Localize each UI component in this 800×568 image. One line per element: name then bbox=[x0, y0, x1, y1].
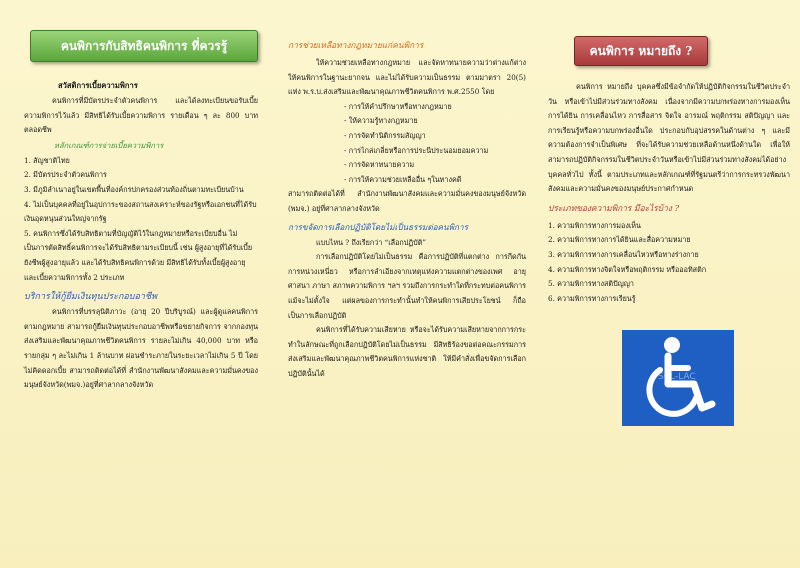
rights-banner-label: คนพิการกับสิทธิคนพิการ ที่ควรรู้ bbox=[60, 38, 228, 53]
criteria-item: 5. คนพิการซึ่งได้รับสิทธิตามที่บัญญัติไว้ในกฎหมายหรือระเบียบอื่น ไม่เป็นการตัดสิทธิ์คนพิการจะได้รับสิทธิตามระเบียบนี้ เช่น ผู้สูงอายุที่ได้รับเบี้ยยังชีพผู้สูงอายุแล้ว และได้รับสิทธิคนพิการด้วย มีสิทธิได้รับทั้งเบี้ยผู้สูงอายุและเบี้ยความพิการทั้ง 2 ประเภท bbox=[24, 228, 253, 282]
type-item: 4. ความพิการทางจิตใจหรือพฤติกรรม หรือออทิสติก bbox=[548, 264, 707, 274]
criteria-heading: หลักเกณฑ์การจ่ายเบี้ยความพิการ bbox=[54, 140, 164, 150]
type-item: 3. ความพิการทางการเคลื่อนไหวหรือทางร่างกาย bbox=[548, 249, 699, 259]
column-left bbox=[0, 0, 268, 568]
type-item: 5. ความพิการทางสติปัญญา bbox=[548, 279, 634, 289]
column-right bbox=[534, 0, 800, 568]
discrimination-question: แบบไหน ? ถึงเรียกว่า “เลือกปฏิบัติ” bbox=[316, 237, 427, 247]
type-item: 6. ความพิการทางการเรียนรู้ bbox=[548, 293, 636, 303]
type-item: 1. ความพิการทางการมองเห็น bbox=[548, 220, 641, 230]
loan-text: คนพิการที่บรรลุนิติภาวะ (อายุ 20 ปีบริบูรณ์) และผู้ดูแลคนพิการตามกฎหมาย สามารถกู้ยืมเงินทุนประกอบอาชีพหรือขยายกิจการ จากกองทุนส่งเสริมและพัฒนาคุณภาพชีวิตคนพิการ รายละไม่เกิน 40,000 บาท หรือรายกลุ่ม ๆ ละไม่เกิน 1 ล้านบาท ผ่อนชำระภายในระยะเวลาไม่เกิน 5 ปี โดยไม่คิดดอกเบี้ย สามารถติดต่อได้ที่ สำนักงานพัฒนาสังคมและความมั่นคงของมนุษย์จังหวัด(พมจ.)อยู่ที่ศาลากลางจังหวัด bbox=[24, 307, 258, 390]
discrimination-text: การเลือกปฏิบัติโดยไม่เป็นธรรม คือการปฏิบัติที่แตกต่าง การกีดกัน การหน่วงเหนี่ยว หรือการลำเอียงจากเหตุแห่งความแตกต่างของเพศ อายุ ศาสนา ภาษา สภาพความพิการ ฯลฯ รวมถึงการกระทำใดที่กระทบต่อคนพิการ แม้จะไม่ตั้งใจ แต่ผลของการกระทำนั้นทำให้คนพิการเสียประโยชน์ ก็ถือเป็นการเลือกปฏิบัติ bbox=[288, 252, 526, 320]
column-middle bbox=[268, 0, 534, 568]
watermark-text: SCL-LAC bbox=[658, 372, 696, 383]
legal-text: ให้ความช่วยเหลือทางกฎหมาย และจัดหาทนายความว่าต่างแก้ต่างให้คนพิการในฐานะยากจน และไม่ได้รับความเป็นธรรม ตามมาตรา 20(5) แห่ง พ.ร.บ.ส่งเสริมและพัฒนาคุณภาพชีวิตคนพิการ พ.ศ.2550 โดย bbox=[288, 58, 526, 97]
legal-item: - การจัดทำนิติกรรมสัญญา bbox=[344, 130, 426, 140]
types-heading: ประเภทของความพิการ มีอะไรบ้าง ? bbox=[548, 202, 680, 213]
criteria-item: 1. สัญชาติไทย bbox=[24, 155, 70, 165]
criteria-item: 4. ไม่เป็นบุคคลที่อยู่ในอุปการะของสถานสงเคราะห์ของรัฐหรือเอกชนที่ได้รับเงินอุดหนุนส่วนใหญ่จากรัฐ bbox=[24, 199, 257, 224]
legal-item: - การให้คำปรึกษาหรือทางกฎหมาย bbox=[344, 101, 452, 111]
loan-heading: บริการให้กู้ยืมเงินทุนประกอบอาชีพ bbox=[24, 292, 158, 303]
discrimination-heading: การขจัดการเลือกปฏิบัติโดยไม่เป็นธรรมต่อคนพิการ bbox=[288, 221, 468, 232]
definition-text: คนพิการ หมายถึง บุคคลซึ่งมีข้อจำกัดให้ปฏิบัติกิจกรรมในชีวิตประจำวัน หรือเข้าไปมีส่วนร่วมทางสังคม เนื่องจากมีความบกพร่องทางการมองเห็น การได้ยิน การเคลื่อนไหว การสื่อสาร จิตใจ อารมณ์ พฤติกรรม สติปัญญา และการเรียนรู้หรือความบกพร่องอื่นใด ประกอบกับอุปสรรคในด้านต่าง ๆ และมีความต้องการจำเป็นพิเศษ ที่จะได้รับความช่วยเหลือด้านหนึ่งด้านใด เพื่อให้สามารถปฏิบัติกิจกรรมในชีวิตประจำวันหรือเข้าไปมีส่วนร่วมทางสังคมได้อย่างบุคคลทั่วไป ทั้งนี้ ตามประเภทและหลักเกณฑ์ที่รัฐมนตรีว่าการกระทรวงพัฒนาสังคมและความมั่นคงของมนุษย์ประกาศกำหนด bbox=[548, 82, 790, 194]
definition-banner-label: คนพิการ หมายถึง ? bbox=[589, 43, 693, 58]
wheelchair-icon bbox=[622, 330, 734, 426]
legal-item: - ให้ความรู้ทางกฎหมาย bbox=[344, 116, 418, 126]
welfare-heading: สวัสดิการเบี้ยความพิการ bbox=[58, 81, 138, 90]
legal-heading: การช่วยเหลือทางกฎหมายแก่คนพิการ bbox=[288, 40, 424, 50]
criteria-item: 2. มีบัตรประจำตัวคนพิการ bbox=[24, 170, 107, 180]
definition-banner bbox=[574, 36, 708, 66]
legal-item: - การไกล่เกลี่ยหรือการประนีประนอมยอมความ bbox=[344, 145, 489, 155]
legal-item: - การให้ความช่วยเหลืออื่น ๆในทางคดี bbox=[344, 174, 462, 184]
rights-banner bbox=[30, 30, 258, 62]
type-item: 2. ความพิการทางการได้ยินและสื่อความหมาย bbox=[548, 235, 691, 245]
legal-item: - การจัดหาทนายความ bbox=[344, 160, 415, 170]
discrimination-remedy: คนพิการที่ได้รับความเสียหาย หรือจะได้รับความเสียหายจากการกระทำในลักษณะที่ถูกเลือกปฏิบัติโดยไม่เป็นธรรม มีสิทธิร้องขอต่อคณะกรรมการส่งเสริมและพัฒนาคุณภาพชีวิตคนพิการแห่งชาติ ให้มีคำสั่งเพื่อขจัดการเลือกปฏิบัตินั้นได้ bbox=[288, 325, 526, 378]
criteria-item: 3. มีภูมิลำเนาอยู่ในเขตพื้นที่องค์กรปกครองส่วนท้องถิ่นตามทะเบียนบ้าน bbox=[24, 184, 244, 194]
welfare-intro: คนพิการที่มีบัตรประจำตัวคนพิการ และได้ลงทะเบียนขอรับเบี้ยความพิการไว้แล้ว มีสิทธิได้รับเบี้ยความพิการ รายเดือน ๆ ละ 800 บาท ตลอดชีพ bbox=[24, 96, 258, 135]
legal-contact: สามารถติดต่อได้ที่ สำนักงานพัฒนาสังคมและความมั่นคงของมนุษย์จังหวัด (พมจ.) อยู่ที่ศาลากลางจังหวัด bbox=[288, 189, 526, 213]
